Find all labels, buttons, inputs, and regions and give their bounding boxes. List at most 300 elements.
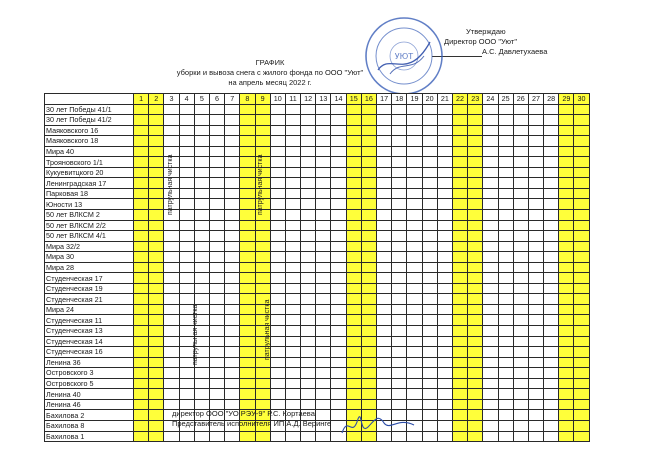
day-cell	[240, 178, 255, 189]
day-cell	[179, 104, 194, 115]
day-cell	[377, 304, 392, 315]
table-row	[45, 283, 590, 294]
day-cell	[528, 136, 543, 147]
address-cell: Студенческая 17	[45, 273, 134, 284]
day-cell	[574, 241, 589, 252]
table-row	[45, 368, 590, 379]
day-cell	[270, 136, 285, 147]
day-cell	[346, 262, 361, 273]
day-cell	[437, 336, 452, 347]
day-cell	[422, 389, 437, 400]
day-cell	[513, 146, 528, 157]
day-cell	[483, 357, 498, 368]
day-cell	[331, 304, 346, 315]
day-cell	[559, 115, 574, 126]
day-cell	[194, 368, 209, 379]
day-cell	[437, 125, 452, 136]
address-cell: Ленина 36	[45, 357, 134, 368]
day-cell	[513, 399, 528, 410]
day-cell	[331, 389, 346, 400]
day-cell	[574, 389, 589, 400]
day-cell	[407, 252, 422, 263]
table-row	[45, 273, 590, 284]
table-row	[45, 315, 590, 326]
day-cell	[285, 252, 300, 263]
day-cell	[483, 115, 498, 126]
day-cell	[331, 241, 346, 252]
day-cell	[331, 326, 346, 337]
day-cell	[179, 231, 194, 242]
day-cell	[301, 188, 316, 199]
day-cell	[559, 210, 574, 221]
day-cell	[301, 368, 316, 379]
day-cell	[209, 347, 224, 358]
day-cell	[513, 210, 528, 221]
day-cell	[361, 210, 376, 221]
day-cell	[452, 378, 467, 389]
day-cell	[331, 220, 346, 231]
day-cell	[301, 199, 316, 210]
day-cell	[392, 115, 407, 126]
day-cell	[559, 410, 574, 421]
day-cell	[331, 315, 346, 326]
day-cell	[134, 104, 149, 115]
day-cell	[392, 210, 407, 221]
day-cell	[164, 136, 179, 147]
day-cell	[316, 326, 331, 337]
day-cell	[559, 304, 574, 315]
day-cell	[528, 231, 543, 242]
day-cell	[574, 188, 589, 199]
table-row	[45, 431, 590, 442]
day-cell	[574, 136, 589, 147]
address-cell: 30 лет Победы 41/2	[45, 115, 134, 126]
day-cell	[498, 146, 513, 157]
day-cell	[483, 294, 498, 305]
day-cell	[437, 220, 452, 231]
address-cell: Ленина 46	[45, 399, 134, 410]
day-cell	[179, 378, 194, 389]
day-cell	[225, 315, 240, 326]
day-cell	[544, 178, 559, 189]
address-cell: Бахилова 1	[45, 431, 134, 442]
day-cell	[422, 283, 437, 294]
day-cell	[407, 368, 422, 379]
day-cell	[498, 410, 513, 421]
day-cell	[149, 357, 164, 368]
day-cell	[452, 315, 467, 326]
day-cell	[301, 210, 316, 221]
day-cell	[225, 231, 240, 242]
day-cell	[270, 167, 285, 178]
day-cell	[316, 368, 331, 379]
day-header: 14	[331, 94, 346, 105]
day-cell	[225, 336, 240, 347]
day-cell	[377, 136, 392, 147]
day-cell	[544, 283, 559, 294]
day-cell	[392, 336, 407, 347]
day-cell	[574, 326, 589, 337]
day-cell	[513, 178, 528, 189]
day-cell	[437, 410, 452, 421]
day-header: 21	[437, 94, 452, 105]
day-cell	[452, 336, 467, 347]
day-cell	[528, 389, 543, 400]
day-cell	[285, 241, 300, 252]
day-header: 10	[270, 94, 285, 105]
day-cell	[392, 273, 407, 284]
day-cell	[270, 315, 285, 326]
day-cell	[285, 262, 300, 273]
day-cell	[574, 210, 589, 221]
day-cell	[559, 220, 574, 231]
approval-line-3	[432, 47, 547, 57]
day-cell	[194, 104, 209, 115]
day-cell	[559, 347, 574, 358]
day-cell	[164, 231, 179, 242]
day-cell	[134, 357, 149, 368]
day-cell	[498, 125, 513, 136]
day-cell	[255, 389, 270, 400]
day-cell	[437, 252, 452, 263]
day-cell	[270, 273, 285, 284]
day-cell	[194, 136, 209, 147]
day-cell	[422, 410, 437, 421]
day-cell	[377, 210, 392, 221]
day-cell	[255, 220, 270, 231]
day-cell	[574, 347, 589, 358]
day-cell	[164, 368, 179, 379]
day-cell	[301, 241, 316, 252]
table-row	[45, 188, 590, 199]
day-cell	[361, 273, 376, 284]
day-cell	[559, 231, 574, 242]
day-cell	[240, 389, 255, 400]
day-cell	[301, 315, 316, 326]
day-cell	[468, 241, 483, 252]
day-cell	[240, 136, 255, 147]
day-cell	[483, 146, 498, 157]
day-cell	[498, 304, 513, 315]
day-cell	[270, 326, 285, 337]
day-cell	[544, 167, 559, 178]
day-cell	[240, 262, 255, 273]
day-cell	[301, 357, 316, 368]
address-cell: Маяковского 18	[45, 136, 134, 147]
day-cell	[513, 104, 528, 115]
day-cell	[392, 136, 407, 147]
day-cell	[559, 167, 574, 178]
day-cell	[377, 347, 392, 358]
day-cell	[422, 315, 437, 326]
day-cell	[134, 167, 149, 178]
day-cell	[468, 347, 483, 358]
day-cell	[513, 315, 528, 326]
day-cell	[392, 157, 407, 168]
day-cell	[437, 368, 452, 379]
day-cell	[559, 146, 574, 157]
day-cell	[285, 199, 300, 210]
day-cell	[316, 431, 331, 442]
address-cell: Мира 40	[45, 146, 134, 157]
day-cell	[468, 304, 483, 315]
day-cell	[164, 357, 179, 368]
day-cell	[559, 252, 574, 263]
day-cell	[361, 125, 376, 136]
day-cell	[316, 262, 331, 273]
day-cell	[452, 157, 467, 168]
day-cell	[346, 146, 361, 157]
day-cell	[422, 326, 437, 337]
day-cell	[225, 273, 240, 284]
day-cell	[452, 104, 467, 115]
day-cell	[255, 241, 270, 252]
day-cell	[194, 378, 209, 389]
day-cell	[392, 347, 407, 358]
day-cell	[498, 231, 513, 242]
day-cell	[209, 178, 224, 189]
day-cell	[483, 283, 498, 294]
day-cell	[316, 273, 331, 284]
day-cell	[270, 188, 285, 199]
day-cell	[483, 262, 498, 273]
day-cell	[270, 283, 285, 294]
day-cell	[513, 157, 528, 168]
day-cell	[422, 115, 437, 126]
day-cell	[225, 146, 240, 157]
day-cell	[225, 431, 240, 442]
day-cell	[407, 315, 422, 326]
day-cell	[528, 178, 543, 189]
table-row	[45, 157, 590, 168]
day-cell	[407, 378, 422, 389]
day-cell	[255, 378, 270, 389]
day-cell	[422, 167, 437, 178]
footer-block	[172, 409, 331, 429]
day-cell	[407, 347, 422, 358]
day-cell	[255, 115, 270, 126]
day-cell	[574, 115, 589, 126]
day-cell	[544, 157, 559, 168]
day-cell	[225, 357, 240, 368]
day-cell	[528, 220, 543, 231]
day-cell	[452, 304, 467, 315]
day-cell	[331, 157, 346, 168]
day-cell	[149, 378, 164, 389]
day-cell	[392, 146, 407, 157]
day-header: 29	[559, 94, 574, 105]
day-cell	[377, 146, 392, 157]
day-cell	[407, 262, 422, 273]
day-cell	[498, 262, 513, 273]
day-cell	[331, 188, 346, 199]
day-cell	[377, 157, 392, 168]
day-cell	[498, 210, 513, 221]
day-cell	[452, 220, 467, 231]
day-cell	[468, 410, 483, 421]
day-cell	[392, 178, 407, 189]
day-cell	[361, 231, 376, 242]
day-cell	[574, 220, 589, 231]
day-cell	[483, 210, 498, 221]
day-cell	[270, 125, 285, 136]
day-cell	[483, 157, 498, 168]
day-cell	[331, 368, 346, 379]
day-cell	[422, 378, 437, 389]
day-cell	[361, 389, 376, 400]
day-cell	[377, 283, 392, 294]
day-cell	[285, 304, 300, 315]
day-cell	[498, 273, 513, 284]
day-cell	[331, 336, 346, 347]
day-cell	[316, 199, 331, 210]
day-header: 20	[422, 94, 437, 105]
day-cell	[513, 188, 528, 199]
day-cell	[377, 220, 392, 231]
day-cell	[164, 304, 179, 315]
day-cell	[422, 231, 437, 242]
day-cell	[452, 420, 467, 431]
day-cell	[422, 157, 437, 168]
day-cell	[316, 104, 331, 115]
day-cell	[346, 368, 361, 379]
day-cell	[316, 157, 331, 168]
day-cell	[361, 304, 376, 315]
table-row	[45, 304, 590, 315]
day-cell	[316, 241, 331, 252]
day-cell	[544, 136, 559, 147]
day-cell	[422, 178, 437, 189]
day-cell	[483, 431, 498, 442]
day-cell	[437, 315, 452, 326]
day-cell	[209, 210, 224, 221]
day-cell	[270, 104, 285, 115]
day-cell	[559, 283, 574, 294]
day-cell	[240, 199, 255, 210]
table-row	[45, 125, 590, 136]
day-cell	[331, 283, 346, 294]
day-cell	[544, 389, 559, 400]
day-cell	[301, 220, 316, 231]
day-cell	[255, 136, 270, 147]
day-cell	[240, 283, 255, 294]
day-cell	[134, 188, 149, 199]
day-cell	[149, 304, 164, 315]
day-cell	[392, 315, 407, 326]
day-cell	[544, 431, 559, 442]
day-cell	[422, 420, 437, 431]
day-cell	[285, 389, 300, 400]
day-cell	[498, 368, 513, 379]
day-cell	[164, 389, 179, 400]
day-cell	[528, 347, 543, 358]
day-header: 11	[285, 94, 300, 105]
day-header: 12	[301, 94, 316, 105]
table-row	[45, 199, 590, 210]
day-cell	[528, 294, 543, 305]
day-cell	[452, 188, 467, 199]
day-cell	[377, 378, 392, 389]
day-cell	[407, 178, 422, 189]
day-cell	[528, 420, 543, 431]
day-cell	[468, 188, 483, 199]
day-cell	[301, 104, 316, 115]
day-cell	[149, 241, 164, 252]
day-cell	[513, 410, 528, 421]
day-cell	[559, 315, 574, 326]
table-row	[45, 146, 590, 157]
day-cell	[240, 336, 255, 347]
day-cell	[164, 241, 179, 252]
day-cell	[559, 431, 574, 442]
day-cell	[346, 389, 361, 400]
day-cell	[361, 115, 376, 126]
day-cell	[528, 188, 543, 199]
day-cell	[544, 273, 559, 284]
day-cell	[316, 115, 331, 126]
address-cell: Ленинградская 17	[45, 178, 134, 189]
day-cell	[452, 136, 467, 147]
day-header-row	[45, 94, 590, 105]
day-cell	[361, 167, 376, 178]
day-cell	[225, 252, 240, 263]
day-cell	[134, 199, 149, 210]
day-cell	[437, 167, 452, 178]
day-cell	[361, 294, 376, 305]
day-cell	[437, 273, 452, 284]
day-cell	[544, 368, 559, 379]
address-cell: Студенческая 21	[45, 294, 134, 305]
day-cell	[346, 252, 361, 263]
day-cell	[437, 357, 452, 368]
day-header: 22	[452, 94, 467, 105]
day-cell	[377, 115, 392, 126]
day-cell	[149, 231, 164, 242]
day-cell	[483, 410, 498, 421]
day-cell	[255, 252, 270, 263]
day-cell	[194, 199, 209, 210]
day-cell	[559, 136, 574, 147]
day-cell	[452, 167, 467, 178]
day-cell	[209, 241, 224, 252]
day-cell	[270, 146, 285, 157]
day-cell	[377, 262, 392, 273]
day-cell	[285, 210, 300, 221]
day-cell	[483, 231, 498, 242]
day-cell	[346, 210, 361, 221]
day-cell	[134, 336, 149, 347]
day-cell	[498, 315, 513, 326]
patrol-cleaning-label: патрульная чистка	[167, 154, 174, 215]
table-row	[45, 241, 590, 252]
day-cell	[574, 125, 589, 136]
day-cell	[437, 378, 452, 389]
day-cell	[209, 304, 224, 315]
day-cell	[361, 378, 376, 389]
day-cell	[392, 231, 407, 242]
day-cell	[513, 420, 528, 431]
day-cell	[468, 378, 483, 389]
day-cell	[574, 231, 589, 242]
day-cell	[149, 188, 164, 199]
day-cell	[437, 136, 452, 147]
day-cell	[513, 273, 528, 284]
day-header: 15	[346, 94, 361, 105]
day-cell	[544, 378, 559, 389]
schedule-table	[44, 93, 590, 442]
address-cell: Трояновского 1/1	[45, 157, 134, 168]
day-cell	[483, 368, 498, 379]
